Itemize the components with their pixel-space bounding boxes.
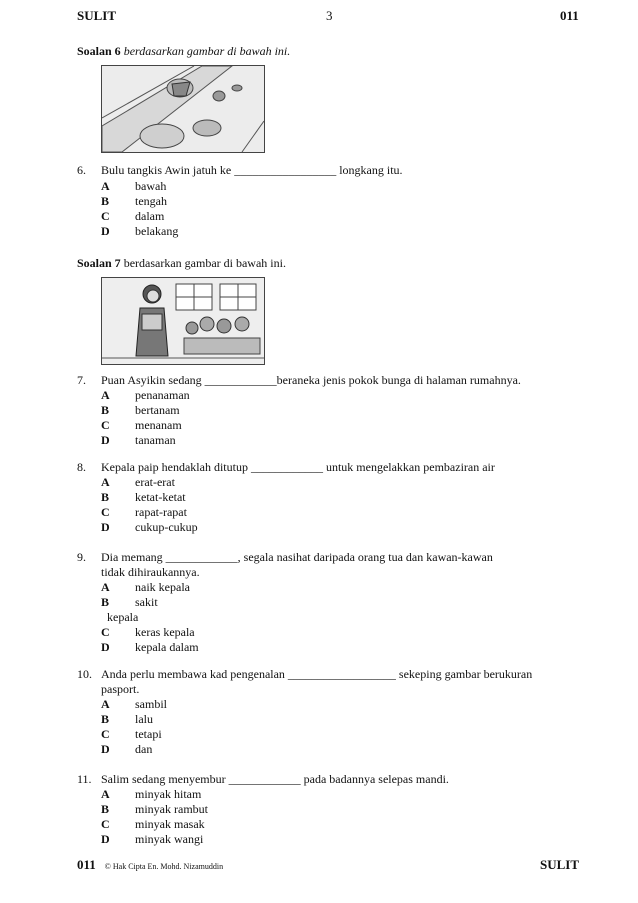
option-letter: D [101, 433, 110, 447]
page-number: 3 [326, 8, 333, 23]
question-9 [77, 550, 617, 660]
option-text: tanaman [135, 433, 176, 447]
option-d[interactable] [101, 520, 198, 535]
option-text: erat-erat [135, 475, 175, 489]
option-text: belakang [135, 224, 179, 238]
option-letter: B [101, 712, 110, 726]
option-letter: D [101, 520, 110, 534]
option-b[interactable] [101, 595, 158, 610]
option-c[interactable] [101, 727, 162, 742]
header-sulit: SULIT [77, 8, 117, 23]
option-b[interactable] [101, 490, 186, 505]
question-7 [77, 373, 617, 453]
option-a[interactable] [101, 388, 190, 403]
option-text: sambil [135, 697, 167, 711]
question-number: 9. [77, 550, 86, 564]
question-number: 6. [77, 163, 86, 177]
question-number: 8. [77, 460, 86, 474]
option-text: dan [135, 742, 153, 756]
footer-code: 011 [77, 857, 96, 872]
option-text: cukup-cukup [135, 520, 198, 534]
option-c[interactable] [101, 625, 195, 640]
question-text-line-2: tidak dihiraukannya. [101, 565, 200, 579]
option-letter: D [101, 640, 110, 654]
option-letter: A [101, 179, 110, 193]
option-a[interactable] [101, 697, 167, 712]
option-letter: B [101, 595, 110, 609]
option-d[interactable] [101, 742, 152, 757]
option-text: menanam [135, 418, 182, 432]
option-letter: B [101, 802, 110, 816]
option-text: penanaman [135, 388, 190, 402]
header-code: 011 [560, 8, 579, 23]
option-letter: D [101, 742, 110, 756]
option-c[interactable] [101, 505, 187, 520]
option-text: minyak hitam [135, 787, 202, 801]
option-text: bawah [135, 179, 167, 193]
shuttlecock-drain-drawing [102, 66, 264, 152]
option-d[interactable] [101, 832, 203, 847]
question-text: Kepala paip hendaklah ditutup ____________ untuk mengelakkan pembaziran air [101, 460, 495, 474]
option-text: keras kepala [135, 625, 195, 639]
option-letter: C [101, 209, 110, 223]
question-text: Dia memang ____________, segala nasihat daripada orang tua dan kawan-kawan [101, 550, 493, 564]
option-b[interactable] [101, 712, 153, 727]
option-b-continuation [107, 610, 138, 625]
question-text: Puan Asyikin sedang ____________beraneka jenis pokok bunga di halaman rumahnya. [101, 373, 521, 387]
option-letter: D [101, 832, 110, 846]
option-d[interactable] [101, 433, 176, 448]
option-text: naik kepala [135, 580, 190, 594]
option-text: rapat-rapat [135, 505, 187, 519]
option-c[interactable] [101, 418, 182, 433]
option-letter: B [101, 403, 110, 417]
footer-left [77, 857, 223, 873]
question-number: 10. [77, 667, 92, 681]
question-text: Salim sedang menyembur ____________ pada badannya selepas mandi. [101, 772, 449, 786]
option-letter: A [101, 475, 110, 489]
intro-soalan-7 [77, 256, 286, 271]
option-text: minyak wangi [135, 832, 204, 846]
option-letter: C [101, 817, 110, 831]
option-b[interactable] [101, 194, 167, 209]
intro-text: berdasarkan gambar di bawah ini. [120, 256, 286, 270]
option-letter: C [101, 727, 110, 741]
question-text-line-2: pasport. [101, 682, 140, 696]
option-c[interactable] [101, 209, 164, 224]
option-letter: B [101, 194, 110, 208]
option-letter: C [101, 418, 110, 432]
option-a[interactable] [101, 475, 175, 490]
option-b[interactable] [101, 802, 208, 817]
option-text: tengah [135, 194, 167, 208]
option-a[interactable] [101, 580, 190, 595]
option-text: dalam [135, 209, 165, 223]
question-text: Anda perlu membawa kad pengenalan __________________ sekeping gambar berukuran [101, 667, 533, 681]
option-text: lalu [135, 712, 153, 726]
option-text: minyak masak [135, 817, 205, 831]
footer-copyright: © Hak Cipta En. Mohd. Nizamuddin [104, 862, 224, 871]
intro-label: Soalan 7 [77, 256, 121, 270]
illustration-woman-flowers [101, 277, 265, 365]
question-number: 7. [77, 373, 86, 387]
question-text: Bulu tangkis Awin jatuh ke _________________ longkang itu. [101, 163, 403, 177]
question-8 [77, 460, 617, 540]
option-d[interactable] [101, 224, 178, 239]
footer-sulit: SULIT [540, 857, 580, 872]
illustration-shuttlecock-drain [101, 65, 265, 153]
option-text: bertanam [135, 403, 180, 417]
intro-soalan-6 [77, 44, 290, 59]
option-b[interactable] [101, 403, 180, 418]
option-text: tetapi [135, 727, 162, 741]
option-c[interactable] [101, 817, 205, 832]
option-a[interactable] [101, 787, 201, 802]
option-text: ketat-ketat [135, 490, 186, 504]
question-number: 11. [77, 772, 92, 786]
option-text: kepala dalam [135, 640, 199, 654]
option-letter: A [101, 388, 110, 402]
option-d[interactable] [101, 640, 199, 655]
option-letter: C [101, 625, 110, 639]
option-letter: A [101, 787, 110, 801]
option-text: kepala [107, 610, 139, 624]
question-11 [77, 772, 617, 852]
option-letter: A [101, 580, 110, 594]
option-a[interactable] [101, 179, 166, 194]
option-text: sakit [135, 595, 158, 609]
question-6 [77, 163, 617, 243]
option-letter: B [101, 490, 110, 504]
option-letter: D [101, 224, 110, 238]
intro-label: Soalan 6 [77, 44, 121, 58]
option-letter: A [101, 697, 110, 711]
option-text: minyak rambut [135, 802, 208, 816]
intro-text: berdasarkan gambar di bawah ini. [120, 44, 291, 58]
question-10 [77, 667, 617, 762]
woman-flowers-drawing [102, 278, 264, 364]
option-letter: C [101, 505, 110, 519]
